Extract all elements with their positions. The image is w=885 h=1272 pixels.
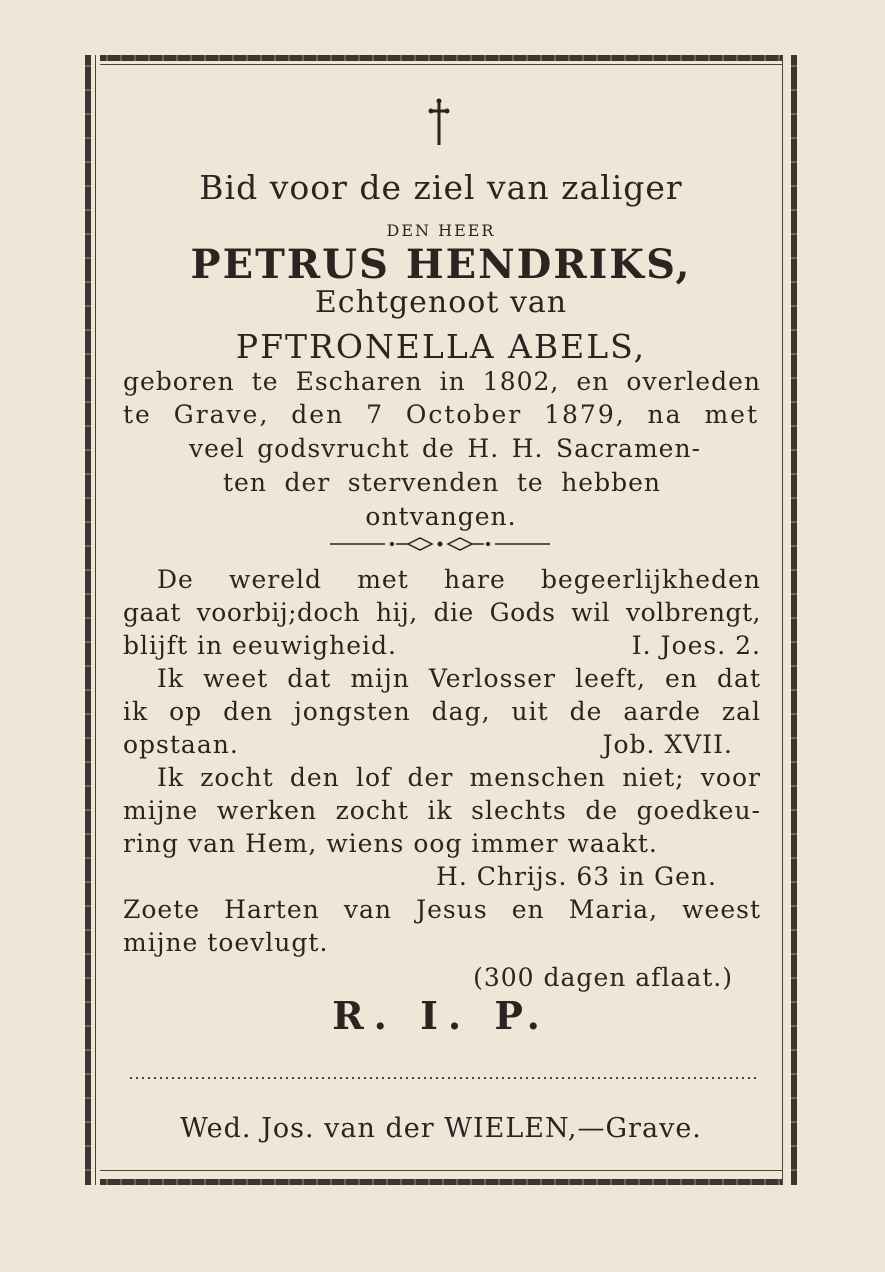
cross-icon <box>427 97 451 147</box>
printer-imprint: Wed. Jos. van der WIELEN,—Grave. <box>180 1113 702 1144</box>
memorial-card <box>85 55 797 1185</box>
bio-line: geboren te Escharen in 1802, en overleden <box>123 367 761 396</box>
prayer-line: Zoete Harten van Jesus en Maria, weest <box>123 895 761 924</box>
spouse-label: Echtgenoot van <box>314 285 568 320</box>
bio-line: veel godsvrucht de H. H. Sacramen- <box>189 434 701 463</box>
indulgence-note: (300 dagen aflaat.) <box>473 963 733 992</box>
verse-line: Ik weet dat mijn Verlosser leeft, en dat <box>157 664 761 693</box>
title-den-heer: DEN HEER <box>386 221 496 240</box>
rip-text: R. I. P. <box>332 993 550 1038</box>
card-content <box>85 55 797 1185</box>
verse-line: ring van Hem, wiens oog immer waakt. <box>123 829 658 858</box>
verse-reference: I. Joes. 2. <box>631 631 761 660</box>
bio-line: ten der stervenden te hebben <box>223 468 661 497</box>
verse-line: blijft in eeuwigheid. <box>123 631 397 660</box>
verse-line: De wereld met hare begeerlijkheden <box>157 565 761 594</box>
dotted-separator <box>130 1077 757 1079</box>
spouse-name: PFTRONELLA ABELS, <box>235 327 647 366</box>
verse-reference: H. Chrijs. 63 in Gen. <box>436 862 717 891</box>
verse-reference: Job. XVII. <box>602 730 733 759</box>
deceased-name: PETRUS HENDRIKS, <box>190 241 692 288</box>
ornament-divider <box>330 536 550 552</box>
bio-line: ontvangen. <box>365 502 517 531</box>
bio-line: te Grave, den 7 October 1879, na met <box>123 400 759 429</box>
verse-line: opstaan. <box>123 730 239 759</box>
prayer-line: mijne toevlugt. <box>123 928 329 957</box>
verse-line: Ik zocht den lof der menschen niet; voor <box>157 763 761 792</box>
prayer-heading: Bid voor de ziel van zaliger <box>199 168 683 207</box>
verse-line: ik op den jongsten dag, uit de aarde zal <box>123 697 761 726</box>
verse-line: gaat voorbij;doch hij, die Gods wil volbrengt, <box>123 598 761 627</box>
verse-line: mijne werken zocht ik slechts de goedkeu- <box>123 796 761 825</box>
